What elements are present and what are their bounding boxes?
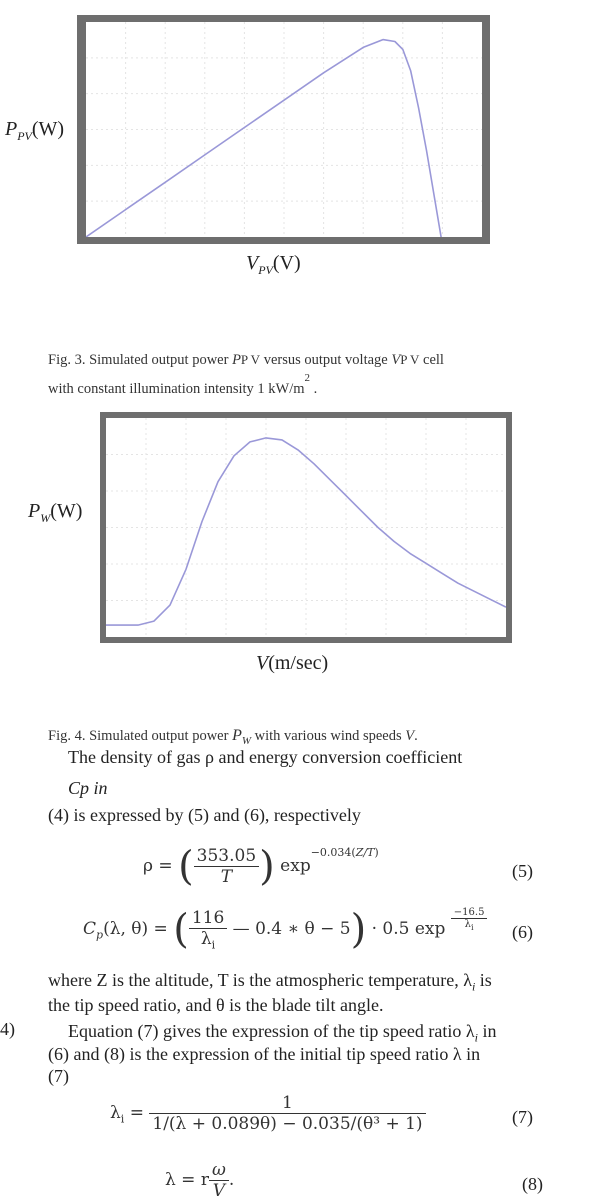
fig4-series-line xyxy=(106,438,506,625)
paragraph-1-line-3: (4) is expressed by (5) and (6), respectively xyxy=(48,805,361,825)
fig3-plot-svg xyxy=(86,22,482,237)
equation-6-number: (6) xyxy=(512,922,533,942)
paragraph-2-line-1: where Z is the altitude, T is the atmospheric temperature, $\lambda_i$ is xyxy=(48,970,492,994)
fig3-x-axis-label: $V_{PV}(V)$ xyxy=(246,252,301,277)
paragraph-3-line-2: (6) and (8) is the expression of the initial tip speed ratio λ in xyxy=(48,1044,481,1064)
paragraph-3-line-3: (7) xyxy=(48,1066,69,1086)
fig4-plot-area xyxy=(106,418,506,637)
margin-equation-number: 4) xyxy=(0,1019,15,1039)
fig4-caption: Fig. 4. Simulated output power $P_W$ with various wind speeds V. xyxy=(48,727,418,747)
equation-7: $\lambda_i$ = $\frac{1}{\text{1/(λ + 0.089θ) − 0.035/(θ³ + 1)}}$ xyxy=(110,1093,426,1134)
fig4-plot-svg xyxy=(106,418,506,637)
fig3-plot-area xyxy=(86,22,482,237)
fig4-x-axis-label: V(m/sec) xyxy=(256,652,329,674)
fig3-y-axis-label: $P_{PV}(W)$ xyxy=(5,118,65,143)
equation-5-number: (5) xyxy=(512,861,533,881)
fig4-y-axis-label: $P_W(W)$ xyxy=(28,500,83,525)
paragraph-3-line-1: Equation (7) gives the expression of the tip speed ratio $\lambda_i$ in xyxy=(68,1021,497,1045)
fig3-caption: Fig. 3. Simulated output power PP V versus output voltage VP V cell xyxy=(48,352,444,368)
fig3-caption-line2: with constant illumination intensity 1 $kW/m^2$ . xyxy=(48,372,318,397)
paragraph-2-line-2: the tip speed ratio, and θ is the blade tilt angle. xyxy=(48,995,384,1015)
equation-8-number: (8) xyxy=(522,1174,543,1194)
fig3-series-line xyxy=(86,40,442,237)
equation-7-number: (7) xyxy=(512,1107,533,1127)
equation-8: λ = r $\frac{\omega}{V}$ . xyxy=(165,1160,235,1201)
paragraph-1-line-1: The density of gas ρ and energy conversion coefficient xyxy=(68,747,463,767)
equation-5: ρ = ( $\frac{353.05}{T}$ ) $\exp^{-0.034(Z/T)}$ xyxy=(143,843,379,890)
equation-6: $C_p(\lambda$, θ) = ( $\frac{116}{\lambda_i}$ — 0.4 ∗ θ − 5) · 0.5 exp $\frac{-16.5}{\lambda_i}$ xyxy=(83,908,487,951)
paragraph-1-line-2: Cp in xyxy=(68,778,108,798)
